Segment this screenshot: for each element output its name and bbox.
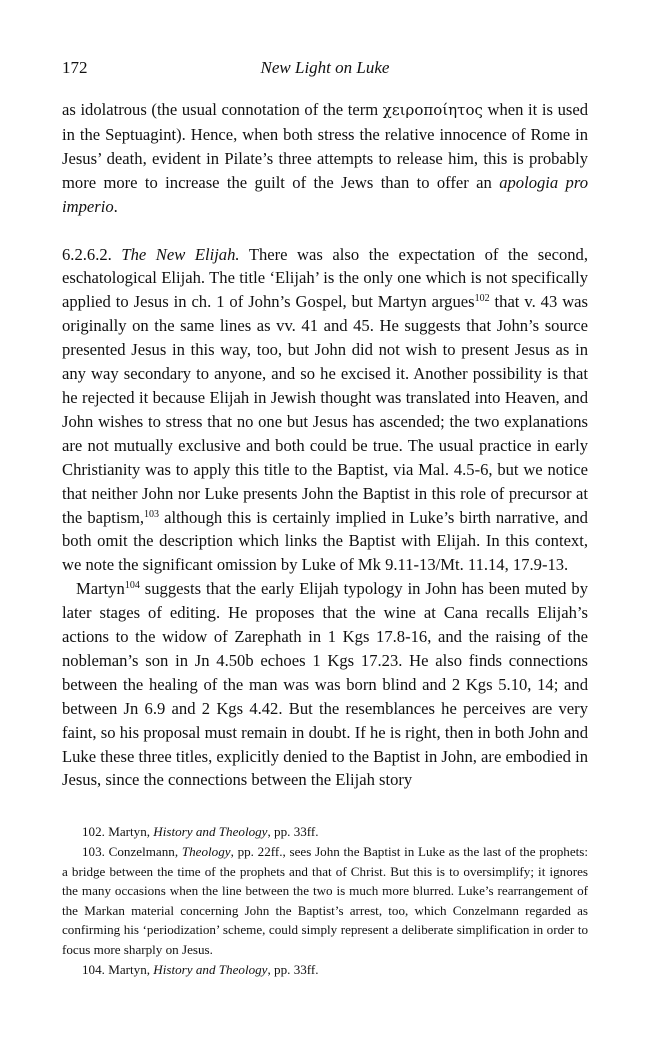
footnote-author: Conzelmann, xyxy=(104,843,182,859)
running-head xyxy=(62,52,588,78)
footnote-author: Martyn, xyxy=(104,824,154,840)
paragraph-continued xyxy=(62,98,588,219)
footnote-102 xyxy=(62,822,588,842)
paragraph-text: There was also the expectation of the second, eschatological Elijah. The title ‘Elijah’ is the only one which is not specifically applied to Jesus in ch. 1 of John’s Gospel, but Martyn argues xyxy=(62,244,588,312)
paragraph-text: that v. 43 was originally on the same lines as vv. 41 and 45. He suggests that John’s source presented Jesus in this way, too, but John did not wish to present Jesus as in any way secondary to anyone, and so he excised it. Another possibility is that he rejected it because Elijah in Jewish thought was translated into Heaven, and John wishes to stress that no one but Jesus has ascended; the two explanations are not mutually exclusive and both could be true. The usual practice in early Christianity was to apply this title to the Baptist, via Mal. 4.5-6, but we notice that neither John nor Luke presents John the Baptist in this role of precursor at the baptism, xyxy=(62,292,588,527)
footnote-103 xyxy=(62,842,588,960)
footnotes xyxy=(62,822,588,979)
body-text xyxy=(62,98,588,792)
footnote-ref-104[interactable]: 104 xyxy=(124,580,140,592)
running-title: New Light on Luke xyxy=(260,58,390,77)
paragraph-text: suggests that the early Elijah typology in John has been muted by later stages of editing. He proposes that the wine at Cana recalls Elijah’s actions to the widow of Zarephath in 1 Kgs 17.8-16, and the raising of the nobleman’s son in Jn 4.50b echoes 1 Kgs 17.23. He also finds connections between the healing of the man was was born blind and 2 Kgs 5.10, 14; and between Jn 6.9 and 2 Kgs 4.42. But the resemblances he perceives are very faint, so his proposal must remain in doubt. If he is right, then in both John and Luke these three titles, explicitly denied to the Baptist in John, are embodied in Jesus, since the connections between the Elijah story xyxy=(62,579,588,790)
footnote-number: 102. xyxy=(82,824,105,840)
paragraph-gap xyxy=(62,219,588,243)
paragraph-text: when it is used in the Septuagint). Hence, when both stress the relative innocence of Rome in Jesus’ death, evident in Pilate’s three attempts to release him, this is probably more more to increase the guilt of the Jews than to offer an xyxy=(62,100,588,192)
footnote-title: Theology xyxy=(181,843,231,859)
greek-term: χειροποίητος xyxy=(382,101,483,119)
footnote-number: 103. xyxy=(82,843,105,859)
section-number: 6.2.6.2. xyxy=(62,244,122,264)
footnote-ref-103[interactable]: 103 xyxy=(144,508,160,520)
footnote-104 xyxy=(62,960,588,980)
footnote-number: 104. xyxy=(82,961,105,977)
paragraph-text: although this is certainly implied in Luke’s birth narrative, and both omit the description which links the Baptist with Elijah. In this context, we note the significant omission by Luke of Mk 9.11-13/Mt. 11.14, 17.9-13. xyxy=(62,507,588,575)
book-page xyxy=(62,52,588,979)
paragraph xyxy=(62,577,588,792)
latin-phrase: apologia pro imperio xyxy=(62,172,588,216)
footnote-text: , pp. 22ff., sees John the Baptist in Luke as the last of the prophets: a bridge between the time of the prophets and that of Christ. But this is to oversimplify; it ignores the many occasions when the line between the two is much more blurred. Luke’s rearrangement of the Markan material concerning John the Baptist’s arrest, too, which Conzelmann regarded as confirming his ‘periodization’ scheme, could simply represent a deliberate simplification in order to focus more sharply on Jesus. xyxy=(62,843,588,957)
paragraph-text: as idolatrous (the usual connotation of the term xyxy=(62,100,383,119)
section-paragraph xyxy=(62,243,588,578)
section-heading: The New Elijah. xyxy=(121,244,240,264)
footnote-title: History and Theology xyxy=(153,824,268,840)
footnote-title: History and Theology xyxy=(153,961,268,977)
footnote-text: , pp. 33ff. xyxy=(267,824,319,840)
page-number: 172 xyxy=(62,58,88,77)
footnote-author: Martyn, xyxy=(104,961,154,977)
paragraph-text: . xyxy=(113,196,118,216)
footnote-text: , pp. 33ff. xyxy=(267,961,319,977)
paragraph-text: Martyn xyxy=(76,579,125,599)
footnote-ref-102[interactable]: 102 xyxy=(474,293,490,305)
